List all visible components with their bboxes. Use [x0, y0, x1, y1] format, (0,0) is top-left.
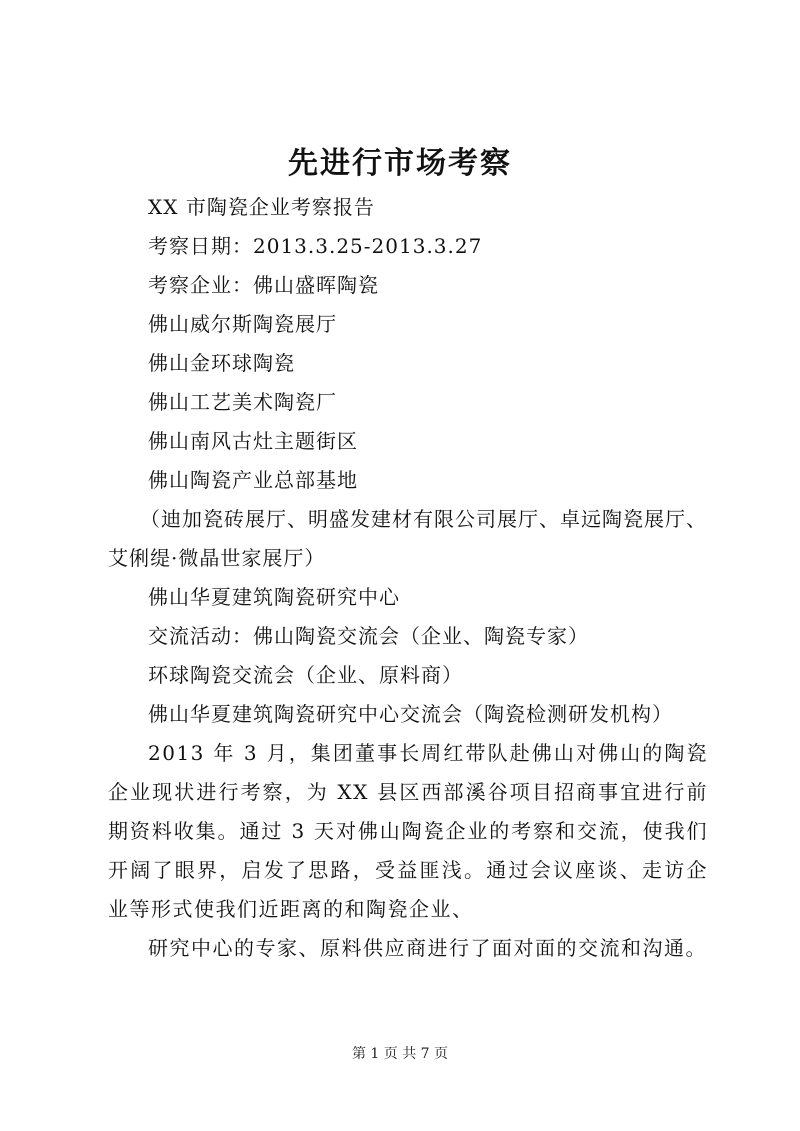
- text-line: 艾俐缇·微晶世家展厅）: [108, 546, 326, 570]
- text-line: 佛山华夏建筑陶瓷研究中心: [148, 585, 400, 609]
- text-line: 交流活动：佛山陶瓷交流会（企业、陶瓷专家）: [148, 624, 589, 648]
- text-line: 佛山工艺美术陶瓷厂: [148, 390, 337, 414]
- text-line: 考察日期：2013.3.25-2013.3.27: [148, 234, 483, 258]
- text-line: 佛山南风古灶主题街区: [148, 429, 358, 453]
- text-line: 环球陶瓷交流会（企业、原料商）: [148, 663, 463, 687]
- text-line: XX 市陶瓷企业考察报告: [148, 195, 375, 219]
- text-line: 佛山威尔斯陶瓷展厅: [148, 312, 337, 336]
- text-line: 佛山华夏建筑陶瓷研究中心交流会（陶瓷检测研发机构）: [148, 702, 673, 726]
- text-line: 佛山金环球陶瓷: [148, 351, 295, 375]
- text-line: 考察企业：佛山盛晖陶瓷: [148, 273, 379, 297]
- document-body: [108, 188, 708, 968]
- text-line: 佛山陶瓷产业总部基地: [148, 468, 358, 492]
- page-number: 第 1 页 共 7 页: [351, 1046, 449, 1062]
- body-paragraph: 研究中心的专家、原料供应商进行了面对面的交流和沟通。: [148, 936, 707, 960]
- body-paragraph: 2013 年 3 月，集团董事长周红带队赴佛山对佛山的陶瓷企业现状进行考察，为 XX 县区西部溪谷项目招商事宜进行前期资料收集。通过 3 天对佛山陶瓷企业的考察和交流，使我们开阔了眼界，启发了思路，受益匪浅。通过会议座谈、走访企业等形式使我们近距离的和陶瓷企业、: [108, 741, 708, 921]
- document-title: 先进行市场考察: [288, 146, 512, 181]
- text-line: （迪加瓷砖展厅、明盛发建材有限公司展厅、卓远陶瓷展厅、: [140, 507, 707, 531]
